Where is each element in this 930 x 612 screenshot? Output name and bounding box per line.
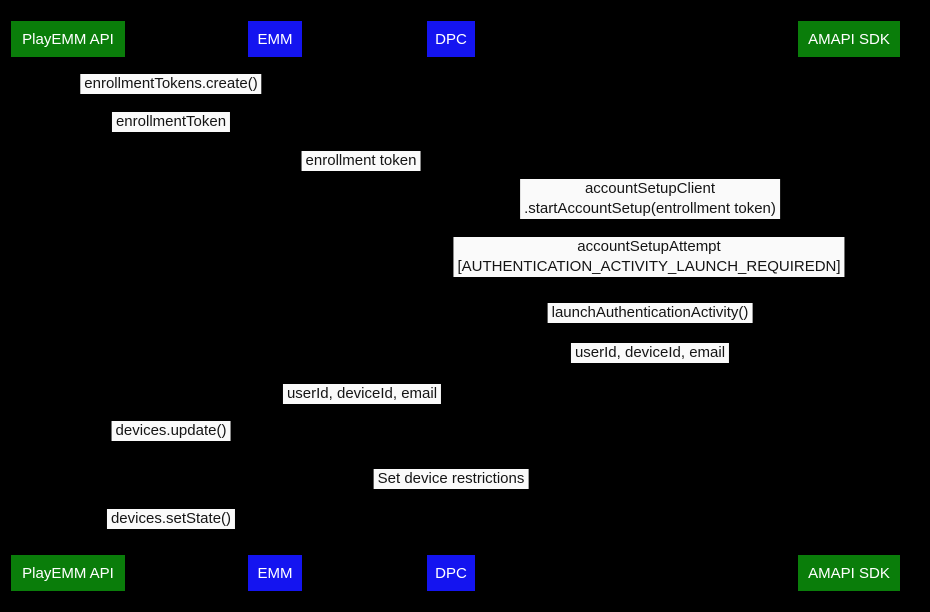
message-line: Set device restrictions	[377, 470, 525, 487]
message-launch-authentication-activity	[548, 303, 753, 323]
participant-label: DPC	[435, 30, 467, 48]
message-devices-set-state	[107, 509, 235, 529]
message-line: launchAuthenticationActivity()	[551, 304, 749, 321]
message-line: accountSetupClient	[584, 180, 716, 197]
participant-playemm-api-top	[11, 21, 125, 57]
participant-label: EMM	[257, 564, 293, 582]
message-account-setup-attempt	[453, 237, 844, 277]
participant-label: AMAPI SDK	[808, 564, 890, 582]
message-line: userId, deviceId, email	[286, 385, 438, 402]
message-userid-deviceid-email-left	[283, 384, 441, 404]
message-line: enrollment token	[305, 152, 417, 169]
participant-playemm-api-bottom	[11, 555, 125, 591]
participant-emm-top	[248, 21, 302, 57]
participant-amapi-sdk-bottom	[798, 555, 900, 591]
participant-label: PlayEMM API	[22, 564, 114, 582]
message-enrollment-token-return	[112, 112, 230, 132]
participant-label: PlayEMM API	[22, 30, 114, 48]
message-line: enrollmentTokens.create()	[84, 75, 258, 92]
message-line: devices.setState()	[110, 510, 232, 527]
message-line: [AUTHENTICATION_ACTIVITY_LAUNCH_REQUIREDN]	[457, 258, 841, 275]
message-devices-update	[112, 421, 231, 441]
participant-label: DPC	[435, 564, 467, 582]
message-line: accountSetupAttempt	[577, 238, 721, 255]
participant-dpc-top	[427, 21, 475, 57]
participant-label: AMAPI SDK	[808, 30, 890, 48]
lifeline-amapi-sdk	[848, 57, 849, 555]
message-set-device-restrictions	[374, 469, 529, 489]
message-enrollment-tokens-create	[80, 74, 261, 94]
participant-dpc-bottom	[427, 555, 475, 591]
participant-emm-bottom	[248, 555, 302, 591]
message-line: devices.update()	[115, 422, 227, 439]
lifeline-emm	[274, 57, 275, 555]
message-userid-deviceid-email-right	[571, 343, 729, 363]
message-line: enrollmentToken	[115, 113, 227, 130]
message-line: .startAccountSetup(entrollment token)	[524, 200, 776, 217]
lifeline-playemm-api	[67, 57, 68, 555]
message-start-account-setup	[520, 179, 780, 219]
message-enrollment-token	[302, 151, 421, 171]
participant-label: EMM	[257, 30, 293, 48]
participant-amapi-sdk-top	[798, 21, 900, 57]
message-line: userId, deviceId, email	[574, 344, 726, 361]
